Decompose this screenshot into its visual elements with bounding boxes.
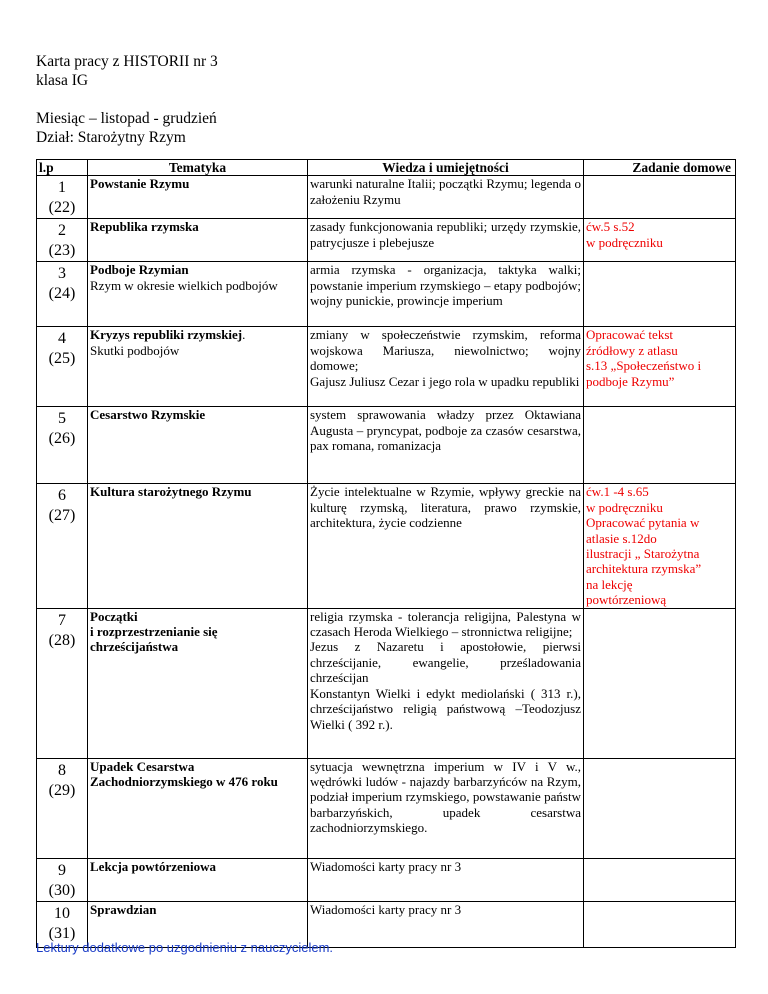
knowledge-cell (308, 858, 584, 901)
topic-subtitle: Rzym w okresie wielkich podbojów (90, 277, 278, 293)
lesson-number: (30) (48, 881, 76, 899)
row-number: 4 (58, 330, 66, 348)
knowledge-cell (308, 327, 584, 407)
topic-title (90, 484, 305, 499)
table-row (37, 484, 736, 608)
homework-line: Opracować tekst (586, 327, 673, 343)
table-row (37, 407, 736, 484)
homework-line: ćw.1 -4 s.65 (586, 484, 649, 500)
header-lp: l.p (37, 160, 88, 176)
topic-title-text: Lekcja powtórzeniowa (90, 858, 217, 874)
knowledge-cell (308, 608, 584, 758)
topic-title (90, 327, 305, 342)
lesson-number: (31) (48, 924, 76, 942)
header-class: klasa IG (36, 72, 89, 89)
lesson-number: (22) (48, 199, 76, 217)
row-number: 1 (58, 179, 66, 197)
header-tematyka-label: Tematyka (168, 160, 227, 175)
topic-title (90, 219, 305, 234)
row-number-cell (37, 327, 88, 407)
knowledge-text: sytuacja wewnętrzna imperium w IV i V w., wędrówki ludów - najazdy barbarzyńców na Rzym, podział imperium rzymskiego, powstawanie państw barbarzyńskich, upadek cesarstwa zachodniorzymskiego. (310, 758, 581, 836)
topic-title-text: Cesarstwo Rzymskie (90, 407, 206, 423)
topic-title (90, 609, 305, 624)
row-number: 10 (54, 904, 70, 922)
homework-cell (584, 901, 736, 947)
topic-cell (88, 484, 308, 608)
table-row (37, 262, 736, 327)
topic-cell (88, 608, 308, 758)
topic-title (90, 759, 305, 790)
topic-cell (88, 262, 308, 327)
row-number: 6 (58, 487, 66, 505)
topic-title-text: Powstanie Rzymu (90, 176, 190, 192)
lesson-number: (27) (48, 507, 76, 525)
homework-line: źródłowy z atlasu (586, 342, 678, 358)
knowledge-text: Gajusz Juliusz Cezar i jego rola w upadku republiki (310, 373, 580, 389)
header-month: Miesiąc – listopad - grudzień (36, 110, 217, 127)
topic-cell (88, 176, 308, 219)
knowledge-text: zasady funkcjonowania republiki; urzędy rzymskie, patrycjusze i plebejusze (310, 219, 581, 250)
homework-cell (584, 219, 736, 262)
topic-title (90, 859, 305, 874)
topic-title-suffix: . (242, 327, 246, 343)
topic-title-text: Kultura starożytnego Rzymu (90, 484, 252, 500)
topic-title (90, 176, 305, 191)
document-header (36, 52, 218, 90)
table-row (37, 327, 736, 407)
lesson-number: (25) (48, 350, 76, 368)
row-number-cell (37, 262, 88, 327)
row-number-cell (37, 484, 88, 608)
knowledge-text: warunki naturalne Italii; początki Rzymu; legenda o założeniu Rzymu (310, 176, 581, 207)
topic-title-text: Republika rzymska (90, 219, 199, 235)
lesson-number: (24) (48, 285, 76, 303)
knowledge-text: Konstantyn Wielki i edykt mediolański ( 313 r.), chrześcijaństwo religią państwową –Teodozjusz Wielki ( 392 r.). (310, 685, 581, 732)
table-header-row (37, 160, 736, 176)
homework-line: w podręczniku (586, 234, 663, 250)
lesson-number: (29) (48, 781, 76, 799)
homework-line: ilustracji „ Starożytna (586, 546, 700, 562)
homework-cell (584, 407, 736, 484)
homework-line: w podręczniku (586, 499, 663, 515)
homework-line: ćw.5 s.52 (586, 219, 635, 235)
row-number-cell (37, 758, 88, 858)
topic-title-text: Upadek Cesarstwa Zachodniorzymskiego w 476 roku (90, 758, 278, 790)
row-number: 3 (58, 265, 66, 283)
topic-cell (88, 327, 308, 407)
row-number-cell (37, 608, 88, 758)
topic-title (90, 407, 305, 422)
knowledge-text: Wiadomości karty pracy nr 3 (310, 858, 462, 874)
knowledge-text: system sprawowania władzy przez Oktawiana Augusta – pryncypat, podboje za czasów cesarstwa, pax romana, romanizacja (310, 407, 581, 454)
homework-line: atlasie s.12do (586, 530, 657, 546)
row-number: 7 (58, 611, 66, 629)
homework-line: Opracować pytania w (586, 515, 700, 531)
knowledge-text: religia rzymska - tolerancja religijna, Palestyna w czasach Heroda Wielkiego – stronnictwa religijne; (310, 608, 581, 640)
knowledge-text: Wiadomości karty pracy nr 3 (310, 901, 462, 917)
knowledge-cell (308, 901, 584, 947)
row-number: 8 (58, 761, 66, 779)
homework-line: podboje Rzymu” (586, 373, 675, 389)
row-number: 2 (58, 222, 66, 240)
homework-cell (584, 262, 736, 327)
lesson-number: (26) (48, 430, 76, 448)
topic-title-line2: i rozprzestrzenianie się chrześcijaństwa (90, 624, 218, 655)
knowledge-text: Życie intelektualne w Rzymie, wpływy greckie na kulturę rzymską, literatura, prawo rzymskie, architektura, życie codzienne (310, 484, 581, 531)
topic-title (90, 902, 305, 917)
header-zadanie-label: Zadanie domowe (632, 160, 731, 175)
footer-note: Lektury dodatkowe po uzgodnieniu z nauczycielem. (36, 940, 334, 955)
knowledge-text: zmiany w społeczeństwie rzymskim, reforma wojskowa Mariusza, niewolnictwo; wojny domowe; (310, 327, 581, 374)
topic-subtitle: Skutki podbojów (90, 342, 180, 358)
lesson-number: (23) (48, 242, 76, 260)
header-section: Dział: Starożytny Rzym (36, 129, 186, 146)
header-title: Karta pracy z HISTORII nr 3 (36, 53, 218, 70)
topic-cell (88, 219, 308, 262)
header-wiedza-label: Wiedza i umiejętności (382, 160, 509, 175)
table-row (37, 176, 736, 219)
table-row (37, 758, 736, 858)
knowledge-text: Jezus z Nazaretu i apostołowie, pierwsi chrześcijanie, ewangelie, prześladowania chrześcijan (310, 639, 581, 686)
knowledge-cell (308, 758, 584, 858)
knowledge-cell (308, 407, 584, 484)
lesson-plan-table (36, 159, 736, 948)
topic-cell (88, 407, 308, 484)
homework-cell (584, 176, 736, 219)
header-tematyka (88, 160, 308, 176)
row-number-cell (37, 219, 88, 262)
knowledge-cell (308, 262, 584, 327)
topic-cell (88, 858, 308, 901)
knowledge-cell (308, 484, 584, 608)
homework-cell (584, 484, 736, 608)
topic-title-text: Kryzys republiki rzymskiej (90, 327, 243, 343)
knowledge-text: armia rzymska - organizacja, taktyka walki; powstanie imperium rzymskiego – etapy podbojów; wojny punickie, prowincje imperium (310, 262, 581, 309)
table-row (37, 219, 736, 262)
row-number-cell (37, 407, 88, 484)
homework-cell (584, 608, 736, 758)
row-number-cell (37, 858, 88, 901)
homework-line: architektura rzymska” (586, 561, 702, 577)
row-number: 9 (58, 861, 66, 879)
lesson-number: (28) (48, 631, 76, 649)
homework-cell (584, 327, 736, 407)
homework-cell (584, 758, 736, 858)
topic-title (90, 262, 305, 277)
header-wiedza (308, 160, 584, 176)
homework-line: s.13 „Społeczeństwo i (586, 358, 702, 374)
document-subheader (36, 109, 217, 147)
table-row (37, 858, 736, 901)
row-number: 5 (58, 410, 66, 428)
topic-title-text: Sprawdzian (90, 901, 157, 917)
row-number-cell (37, 176, 88, 219)
homework-line: powtórzeniową (586, 592, 667, 608)
topic-title-text: Początki (90, 608, 138, 624)
homework-cell (584, 858, 736, 901)
table-row (37, 608, 736, 758)
header-zadanie (584, 160, 736, 176)
topic-cell (88, 758, 308, 858)
topic-title-text: Podboje Rzymian (90, 262, 189, 278)
homework-line: na lekcję (586, 576, 633, 592)
knowledge-cell (308, 176, 584, 219)
knowledge-cell (308, 219, 584, 262)
